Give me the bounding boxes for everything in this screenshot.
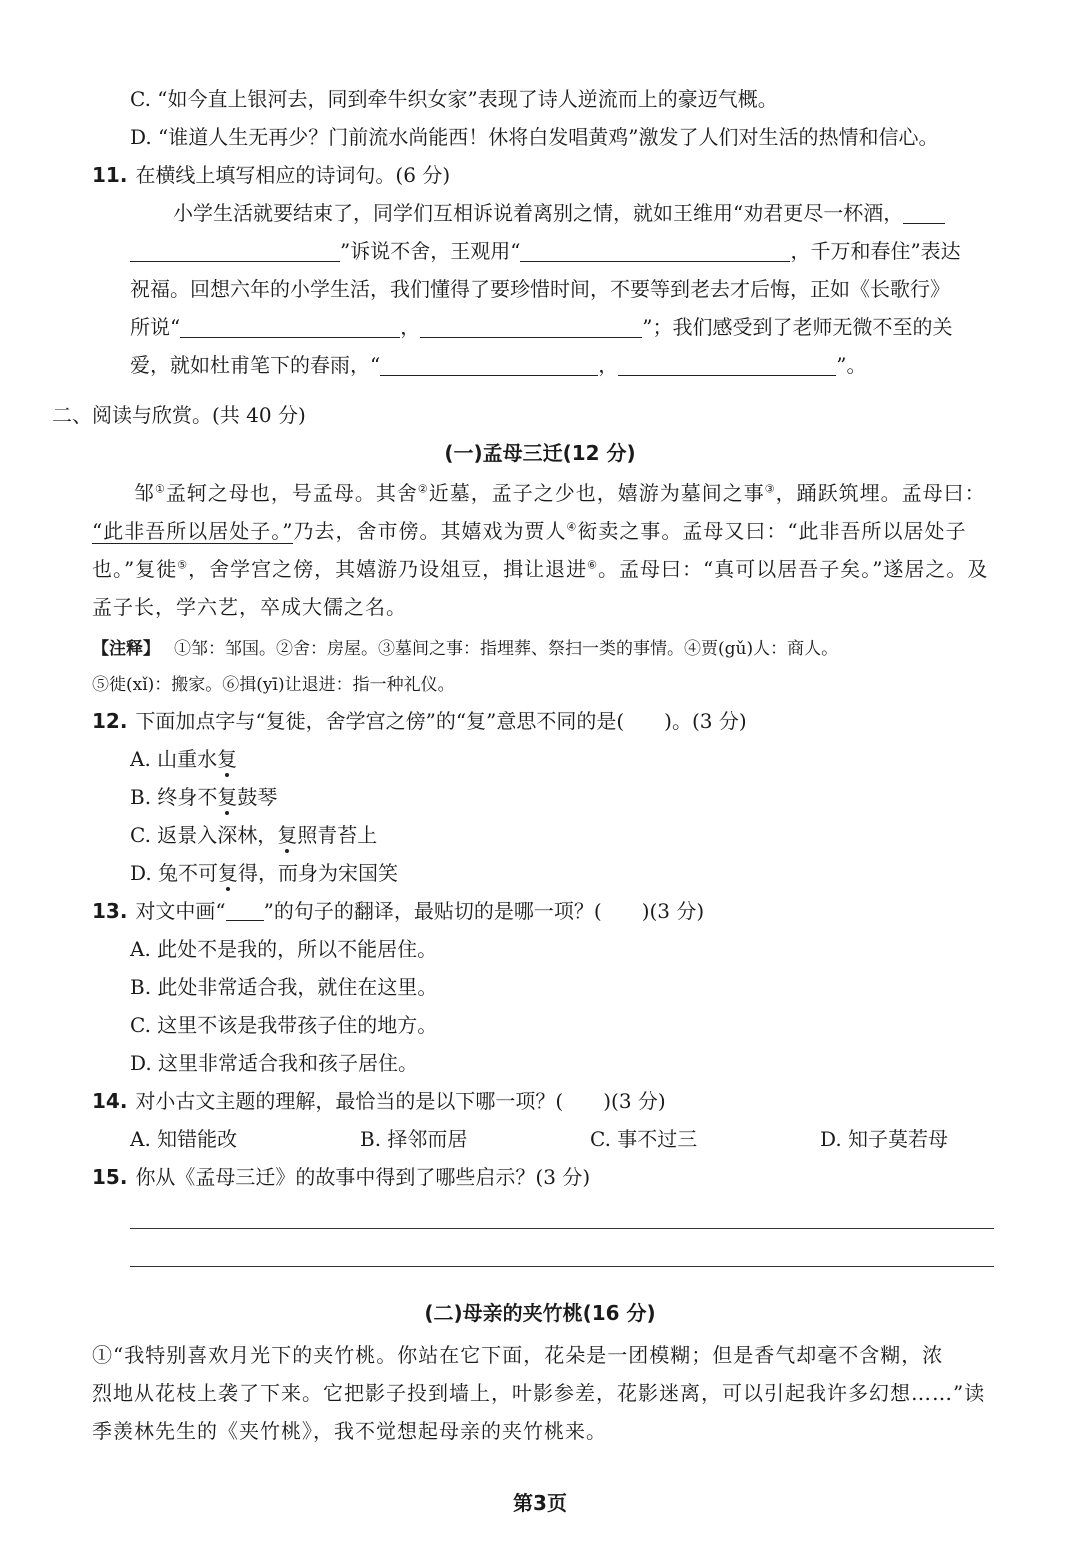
q13-option-a[interactable]: A. 此处不是我的，所以不能居住。 — [130, 937, 438, 961]
note-text-1: ①邹：邹国。②舍：房屋。③墓间之事：指埋葬、祭扫一类的事情。④贾(gǔ)人：商人。 — [174, 639, 839, 659]
dotted-char: 复 — [217, 747, 238, 771]
q11-blank-5[interactable] — [380, 353, 598, 376]
q11-line3: 祝福。回想六年的小学生活，我们懂得了要珍惜时间，不要等到老去才后悔，正如《长歌行》 — [130, 277, 950, 301]
underlined-sentence: “此非吾所以居处子。” — [92, 519, 294, 543]
q11-line5-comma: ， — [598, 353, 619, 377]
q11-line5-text-a: 爱，就如杜甫笔下的春雨，“ — [130, 353, 381, 377]
q12-option-d[interactable] — [130, 858, 398, 888]
q14-number: 14. — [92, 1089, 128, 1113]
p3-text: ，舍学宫之傍，其嬉游乃设俎豆，揖让退进 — [188, 557, 588, 581]
q11-number: 11. — [92, 163, 128, 187]
p2-text: 乃去，舍市傍。其嬉戏为贾人 — [293, 519, 567, 543]
q11-line4-text-c: ”；我们感受到了老师无微不至的关 — [642, 315, 953, 339]
q11-line4-text-a: 所说“ — [130, 315, 181, 339]
footnote-mark-5: ⑤ — [177, 558, 189, 572]
q11-blank-1b[interactable] — [130, 239, 340, 262]
q14-option-b[interactable]: B. 择邻而居 — [360, 1127, 468, 1151]
q13-text-a: 对文中画“ — [135, 899, 226, 923]
footnote-mark-4: ④ — [566, 520, 578, 534]
q11-text: 在横线上填写相应的诗词句。(6 分) — [135, 163, 451, 187]
q11-blank-6[interactable] — [618, 353, 836, 376]
dotted-char: 复 — [218, 861, 239, 885]
q13-option-d[interactable]: D. 这里非常适合我和孩子居住。 — [130, 1051, 419, 1075]
p1-text: ，踊跃筑埋。孟母曰： — [775, 481, 986, 505]
q13-stem — [92, 896, 704, 926]
dotted-char: 复 — [217, 785, 238, 809]
passage1-line4: 孟子长，学六艺，卒成大儒之名。 — [92, 595, 407, 619]
q11-line4-comma: ， — [400, 315, 421, 339]
q14-option-a[interactable]: A. 知错能改 — [130, 1127, 238, 1151]
p3-text: 也。”复徙 — [92, 557, 178, 581]
q11-line2-text-b: ，千万和春住”表达 — [790, 239, 961, 263]
passage2-title: (二)母亲的夹竹桃(16 分) — [424, 1301, 656, 1325]
q13-number: 13. — [92, 899, 128, 923]
q15-text: 你从《孟母三迁》的故事中得到了哪些启示？(3 分) — [135, 1165, 591, 1189]
q10-option-c: C. “如今直上银河去，同到牵牛织女家”表现了诗人逆流而上的豪迈气概。 — [130, 87, 778, 111]
p1-text: 邹 — [134, 481, 155, 505]
q12-option-b[interactable] — [130, 782, 277, 812]
page-number: 第3页 — [513, 1491, 567, 1515]
q13-option-c[interactable]: C. 这里不该是我带孩子住的地方。 — [130, 1013, 438, 1037]
q11-line5 — [130, 350, 866, 380]
option-text: 得，而身为宋国笑 — [238, 861, 399, 885]
q11-line2 — [130, 236, 961, 266]
q11-line1 — [173, 198, 945, 228]
q15-answer-line-2[interactable] — [130, 1266, 994, 1267]
passage2-line3: 季羡林先生的《夹竹桃》，我不觉想起母亲的夹竹桃来。 — [92, 1419, 607, 1443]
q11-line2-text-a: ”诉说不舍，王观用“ — [340, 239, 521, 263]
passage1-line3 — [92, 554, 988, 584]
passage2-line1: ①“我特别喜欢月光下的夹竹桃。你站在它下面，花朵是一团模糊；但是香气却毫不含糊，浓 — [92, 1343, 944, 1367]
q11-line4 — [130, 312, 952, 342]
q12-stem — [92, 706, 747, 736]
q11-line1-text: 小学生活就要结束了，同学们互相诉说着离别之情，就如王维用“劝君更尽一杯酒， — [173, 201, 904, 225]
section-2-heading: 二、阅读与欣赏。(共 40 分) — [52, 403, 306, 427]
q11-stem — [92, 160, 450, 190]
option-text: A. 山重水 — [130, 747, 218, 771]
passage1-title: (一)孟母三迁(12 分) — [444, 441, 636, 465]
footnote-mark-1: ① — [155, 482, 166, 496]
passage1-notes-1 — [92, 634, 838, 664]
q11-blank-4[interactable] — [420, 315, 642, 338]
option-text: B. 终身不 — [130, 785, 218, 809]
q11-blank-3[interactable] — [180, 315, 400, 338]
q10-option-d: D. “谁道人生无再少？门前流水尚能西！休将白发唱黄鸡”激发了人们对生活的热情和信心。 — [130, 125, 939, 149]
p3-text: 。孟母曰：“真可以居吾子矣。”遂居之。及 — [597, 557, 989, 581]
dotted-char: 复 — [277, 823, 298, 847]
q13-option-b[interactable]: B. 此处非常适合我，就住在这里。 — [130, 975, 438, 999]
option-text: 照青苔上 — [297, 823, 378, 847]
q12-option-a[interactable] — [130, 744, 237, 774]
p1-text: 孟轲之母也，号孟母。其舍 — [165, 481, 418, 505]
q14-text: 对小古文主题的理解，最恰当的是以下哪一项？( )(3 分) — [135, 1089, 666, 1113]
q14-option-d[interactable]: D. 知子莫若母 — [820, 1127, 949, 1151]
passage1-notes-2: ⑤徙(xǐ)：搬家。⑥揖(yī)让退进：指一种礼仪。 — [92, 675, 455, 695]
q13-underline-sample — [226, 900, 264, 921]
option-text: D. 兔不可 — [130, 861, 219, 885]
passage1-line1 — [134, 478, 986, 508]
footnote-mark-2: ② — [417, 482, 429, 496]
passage1-line2 — [92, 516, 967, 546]
q11-blank-1[interactable] — [903, 201, 945, 224]
q12-option-c[interactable] — [130, 820, 377, 850]
q13-text-b: ”的句子的翻译，最贴切的是哪一项？( )(3 分) — [263, 899, 705, 923]
q15-number: 15. — [92, 1165, 128, 1189]
q12-text: 下面加点字与“复徙，舍学宫之傍”的“复”意思不同的是( )。(3 分) — [135, 709, 747, 733]
q15-answer-line-1[interactable] — [130, 1228, 994, 1229]
passage2-line2: 烈地从花枝上袭了下来。它把影子投到墙上，叶影参差，花影迷离，可以引起我许多幻想……”读 — [92, 1381, 986, 1405]
q14-stem — [92, 1086, 666, 1116]
option-text: 鼓琴 — [237, 785, 278, 809]
footnote-mark-6: ⑥ — [587, 558, 598, 572]
p1-text: 近墓，孟子之少也，嬉游为墓间之事 — [428, 481, 765, 505]
q14-option-c[interactable]: C. 事不过三 — [590, 1127, 698, 1151]
q15-stem — [92, 1162, 590, 1192]
q11-blank-2[interactable] — [520, 239, 790, 262]
q11-line5-text-c: ”。 — [836, 353, 867, 377]
note-label: 【注释】 — [92, 639, 160, 659]
q12-number: 12. — [92, 709, 128, 733]
footnote-mark-3: ③ — [764, 482, 776, 496]
option-text: C. 返景入深林， — [130, 823, 278, 847]
p2-text: 衒卖之事。孟母又曰：“此非吾所以居处子 — [577, 519, 967, 543]
